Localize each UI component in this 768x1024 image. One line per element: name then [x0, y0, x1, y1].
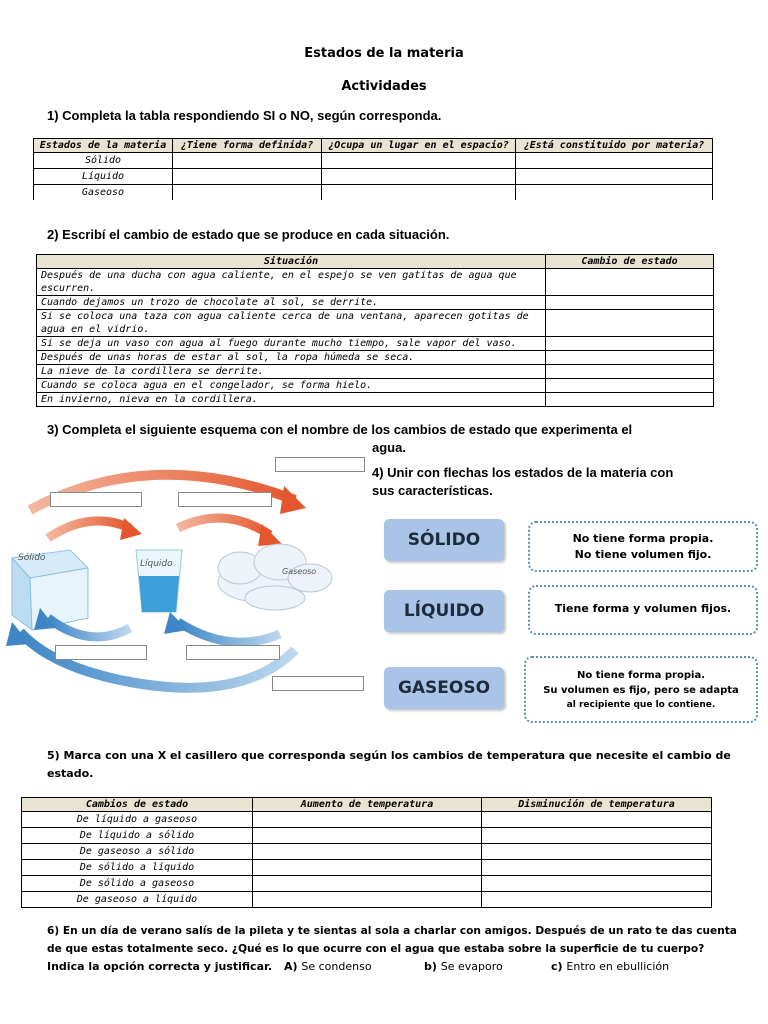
mark-cell[interactable] — [482, 828, 712, 844]
states-header-1: ¿Tiene forma definida? — [173, 139, 322, 153]
arrow-melting — [48, 521, 130, 538]
option-b[interactable] — [424, 958, 503, 976]
answer-cell[interactable] — [322, 153, 516, 169]
answer-cell[interactable] — [516, 153, 713, 169]
situation-text: Cuando se coloca agua en el congelador, se forma hielo. — [37, 379, 546, 393]
question-3-line1: 3) Completa el siguiente esquema con el nombre de los cambios de estado que experimenta el — [47, 422, 633, 437]
question-1: 1) Completa la tabla respondiendo SI o NO, según corresponda. — [47, 108, 442, 123]
blank-box-bottom[interactable] — [272, 676, 364, 691]
answer-cell[interactable] — [546, 379, 714, 393]
situation-text: En invierno, nieva en la cordillera. — [37, 393, 546, 407]
temp-header-1: Aumento de temperatura — [253, 798, 482, 812]
table-row — [37, 365, 714, 379]
mark-cell[interactable] — [482, 844, 712, 860]
property-text: No tiene volumen fijo. — [574, 548, 712, 561]
question-5-line1: 5) Marca con una X el casillero que corresponda según los cambios de temperatura que necesite el cambio de — [47, 749, 731, 762]
change-label: De líquido a gaseoso — [22, 812, 253, 828]
property-text: No tiene forma propia. — [572, 532, 714, 545]
change-label: De sólido a gaseoso — [22, 876, 253, 892]
answer-cell[interactable] — [173, 153, 322, 169]
question-2: 2) Escribí el cambio de estado que se produce en cada situación. — [47, 227, 450, 242]
mark-cell[interactable] — [482, 812, 712, 828]
table-row — [37, 351, 714, 365]
option-c[interactable] — [551, 958, 669, 976]
question-6-line2: de que estas totalmente seco. ¿Qué es lo que ocurre con el agua que estaba sobre la superficie de tu cuerpo? — [47, 943, 705, 955]
table-row — [37, 379, 714, 393]
question-4-line1: 4) Unir con flechas los estados de la materia con — [372, 465, 674, 480]
answer-cell[interactable] — [546, 310, 714, 337]
temp-header-0: Cambios de estado — [22, 798, 253, 812]
state-label: Líquido — [34, 169, 173, 185]
temperature-table — [21, 797, 712, 908]
change-label: De líquido a sólido — [22, 828, 253, 844]
answer-cell[interactable] — [546, 365, 714, 379]
table-row — [34, 169, 713, 185]
table-row — [37, 337, 714, 351]
arrow-condensation — [178, 622, 280, 642]
question-6-line1: 6) En un día de verano salís de la pileta y te sientas al sola a charlar con amigos. Después de un rato te das cuenta — [47, 925, 737, 937]
property-box-3[interactable] — [524, 656, 758, 723]
option-c-letter: c) — [551, 960, 563, 973]
option-c-text: Entro en ebullición — [566, 960, 670, 973]
table-row — [37, 310, 714, 337]
answer-cell[interactable] — [322, 169, 516, 185]
table-row — [22, 892, 712, 908]
state-label: Gaseoso — [34, 185, 173, 201]
table-row — [34, 153, 713, 169]
change-label: De sólido a líquido — [22, 860, 253, 876]
mark-cell[interactable] — [482, 892, 712, 908]
option-b-letter: b) — [424, 960, 437, 973]
blank-box-left[interactable] — [50, 492, 142, 507]
arrow-evaporation — [178, 518, 270, 535]
question-5-line2: estado. — [47, 767, 94, 780]
change-label: De gaseoso a sólido — [22, 844, 253, 860]
mark-cell[interactable] — [253, 892, 482, 908]
answer-cell[interactable] — [546, 296, 714, 310]
label-gaseoso: Gaseoso — [282, 567, 317, 576]
mark-cell[interactable] — [482, 876, 712, 892]
question-4-line2: sus características. — [372, 483, 493, 498]
property-box-2[interactable] — [528, 585, 758, 635]
states-header-3: ¿Está constituido por materia? — [516, 139, 713, 153]
situation-text: Después de unas horas de estar al sol, la ropa húmeda se seca. — [37, 351, 546, 365]
answer-cell[interactable] — [546, 337, 714, 351]
table-row — [22, 828, 712, 844]
cloud-icon — [218, 544, 332, 610]
situation-text: La nieve de la cordillera se derrite. — [37, 365, 546, 379]
option-a[interactable] — [284, 958, 372, 976]
answer-cell[interactable] — [173, 185, 322, 201]
situation-text: Si se deja un vaso con agua al fuego durante mucho tiempo, sale vapor del vaso. — [37, 337, 546, 351]
mark-cell[interactable] — [253, 860, 482, 876]
blank-box-middle[interactable] — [178, 492, 272, 507]
answer-cell[interactable] — [173, 169, 322, 185]
label-solido: Sólido — [18, 553, 46, 563]
mark-cell[interactable] — [253, 812, 482, 828]
arrow-head — [280, 486, 306, 514]
table-row — [34, 185, 713, 201]
mark-cell[interactable] — [253, 828, 482, 844]
state-label: Sólido — [34, 153, 173, 169]
question-6-line3: Indica la opción correcta y justificar. — [47, 960, 273, 973]
blank-box-bottom-left[interactable] — [55, 645, 147, 660]
property-text: al recipiente que lo contiene. — [566, 700, 716, 710]
table-row — [37, 296, 714, 310]
situation-header: Situación — [37, 255, 546, 269]
table-row — [37, 269, 714, 296]
situation-text: Si se coloca una taza con agua caliente cerca de una ventana, aparecen gotitas de agua en el vidrio. — [37, 310, 546, 337]
states-header-2: ¿Ocupa un lugar en el espacio? — [322, 139, 516, 153]
blank-box-top[interactable] — [275, 457, 365, 472]
table-row — [22, 812, 712, 828]
option-b-text: Se evaporo — [440, 960, 503, 973]
table-row — [37, 393, 714, 407]
mark-cell[interactable] — [253, 876, 482, 892]
option-a-letter: A) — [284, 960, 298, 973]
answer-cell[interactable] — [516, 169, 713, 185]
mark-cell[interactable] — [482, 860, 712, 876]
situation-text: Cuando dejamos un trozo de chocolate al sol, se derrite. — [37, 296, 546, 310]
answer-cell[interactable] — [322, 185, 516, 201]
answer-cell[interactable] — [546, 269, 714, 296]
property-text: Tiene forma y volumen fijos. — [554, 602, 732, 615]
state-button-gaseoso[interactable]: GASEOSO — [384, 667, 504, 709]
property-box-1[interactable] — [528, 521, 758, 572]
change-header: Cambio de estado — [546, 255, 714, 269]
state-button-liquido[interactable]: LÍQUIDO — [384, 590, 504, 632]
state-button-solido[interactable]: SÓLIDO — [384, 519, 504, 561]
page-subtitle: Actividades — [341, 79, 427, 94]
temp-header-2: Disminución de temperatura — [482, 798, 712, 812]
option-a-text: Se condenso — [301, 960, 372, 973]
water-cycle-diagram — [0, 450, 372, 700]
page-title: Estados de la materia — [304, 46, 464, 61]
mark-cell[interactable] — [253, 844, 482, 860]
change-label: De gaseoso a líquido — [22, 892, 253, 908]
table-row — [22, 844, 712, 860]
situations-table — [36, 254, 714, 407]
label-liquido: Líquido — [140, 559, 173, 569]
arrow-head — [258, 524, 282, 546]
answer-cell[interactable] — [546, 393, 714, 407]
situation-text: Después de una ducha con agua caliente, en el espejo se ven gatitas de agua que escurren. — [37, 269, 546, 296]
table-row — [22, 860, 712, 876]
states-header-0: Estados de la materia — [34, 139, 173, 153]
answer-cell[interactable] — [546, 351, 714, 365]
table-row — [22, 876, 712, 892]
question-3-line2: agua. — [372, 440, 406, 455]
blank-box-bottom-middle[interactable] — [186, 645, 280, 660]
property-text: No tiene forma propia. — [577, 670, 705, 681]
answer-cell[interactable] — [516, 185, 713, 201]
property-text: Su volumen es fijo, pero se adapta — [543, 685, 739, 696]
states-table — [33, 138, 713, 200]
